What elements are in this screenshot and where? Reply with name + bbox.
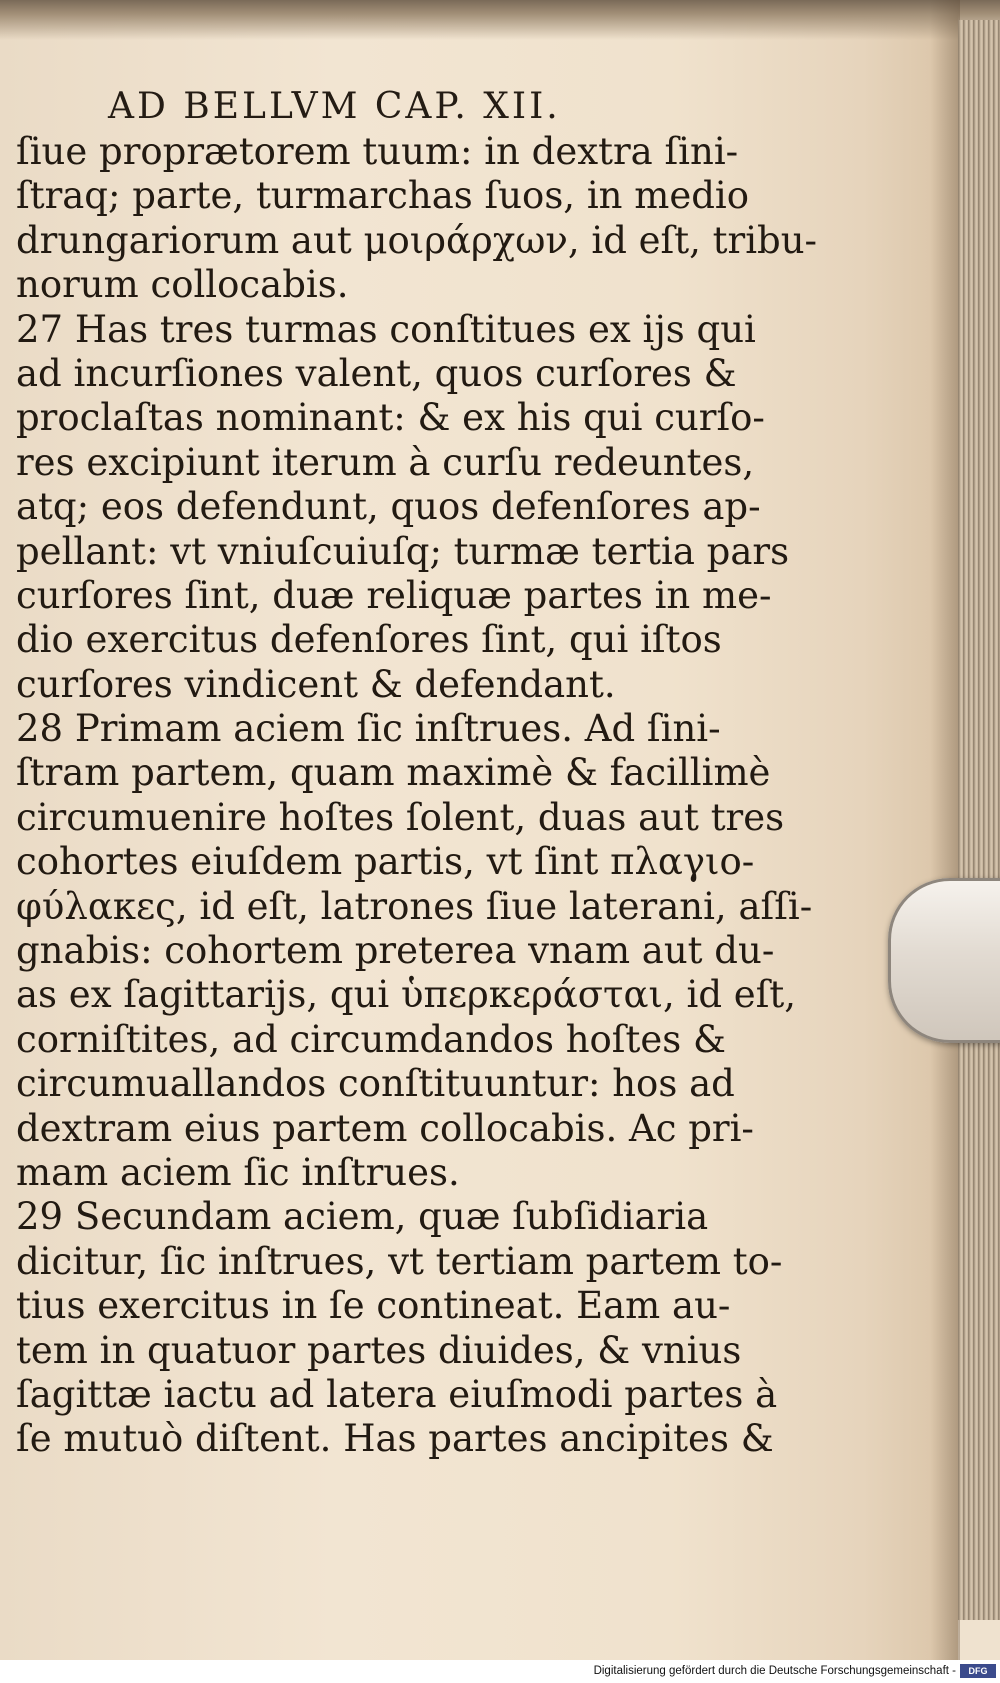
text-line: corniſtites, ad circumdandos hoſtes & bbox=[16, 1017, 726, 1061]
dfg-logo: DFG bbox=[960, 1664, 996, 1678]
text-line: curſores ſint, duæ reliquæ partes in me- bbox=[16, 573, 772, 617]
text-line: drungariorum aut μοιράρχων, id eſt, tribu- bbox=[16, 218, 818, 262]
text-line: cohortes eiuſdem partis, vt ſint πλαγιο- bbox=[16, 840, 755, 884]
text-line: proclaſtas nominant: & ex his qui curſo- bbox=[16, 396, 765, 440]
gutter-shadow bbox=[930, 0, 960, 1660]
text-line: circumuallandos conſtituuntur: hos ad bbox=[16, 1062, 735, 1106]
text-line: dicitur, ſic inſtrues, vt tertiam partem to- bbox=[16, 1239, 783, 1283]
book-clip bbox=[888, 878, 1000, 1043]
text-line: ſe mutuò diſtent. Has partes ancipites & bbox=[16, 1417, 774, 1461]
text-line: curſores vindicent & defendant. bbox=[16, 662, 616, 706]
text-line: ſtram partem, quam maximè & facillimè bbox=[16, 751, 771, 795]
text-line: ſtraq; parte, turmarchas ſuos, in medio bbox=[16, 174, 750, 218]
text-line: mam aciem ſic inſtrues. bbox=[16, 1150, 460, 1194]
text-line: norum collocabis. bbox=[16, 263, 349, 307]
text-line: as ex ſagittarijs, qui ὑπερκεράσται, id eſt, bbox=[16, 973, 797, 1017]
text-line: circumuenire hoſtes ſolent, duas aut tres bbox=[16, 795, 785, 839]
text-line: ad incurſiones valent, quos curſores & bbox=[16, 351, 737, 395]
text-line: atq; eos defendunt, quos defenſores ap- bbox=[16, 485, 761, 529]
text-line: dio exercitus defenſores ſint, qui iſtos bbox=[16, 618, 722, 662]
funding-credit: Digitalisierung gefördert durch die Deutsche Forschungsgemeinschaft - bbox=[593, 1665, 956, 1677]
text-line: tem in quatuor partes diuides, & vnius bbox=[16, 1328, 742, 1372]
running-header: AD BELLVM CAP. XII. bbox=[108, 86, 561, 127]
text-line: tius exercitus in ſe contineat. Eam au- bbox=[16, 1284, 731, 1328]
top-shadow bbox=[0, 0, 1000, 40]
footer-bar bbox=[0, 1660, 1000, 1683]
body-text bbox=[16, 130, 818, 1462]
text-line: res excipiunt iterum à curſu redeuntes, bbox=[16, 440, 755, 484]
text-line: ſiue proprætorem tuum: in dextra ſini- bbox=[16, 130, 739, 173]
text-line: pellant: vt vniuſcuiuſq; turmæ tertia pars bbox=[16, 529, 790, 573]
text-line: 27 Has tres turmas conſtitues ex ijs qui bbox=[16, 307, 756, 351]
text-line: 28 Primam aciem ſic inſtrues. Ad ſini- bbox=[16, 707, 721, 751]
text-line: ſagittæ iactu ad latera eiuſmodi partes à bbox=[16, 1372, 778, 1416]
text-line: φύλακες, id eſt, latrones ſiue laterani, aſſi- bbox=[16, 884, 813, 928]
page-edges bbox=[958, 20, 1000, 1620]
text-line: 29 Secundam aciem, quæ ſubſidiaria bbox=[16, 1195, 709, 1239]
text-line: gnabis: cohortem preterea vnam aut du- bbox=[16, 929, 775, 973]
text-line: dextram eius partem collocabis. Ac pri- bbox=[16, 1106, 754, 1150]
